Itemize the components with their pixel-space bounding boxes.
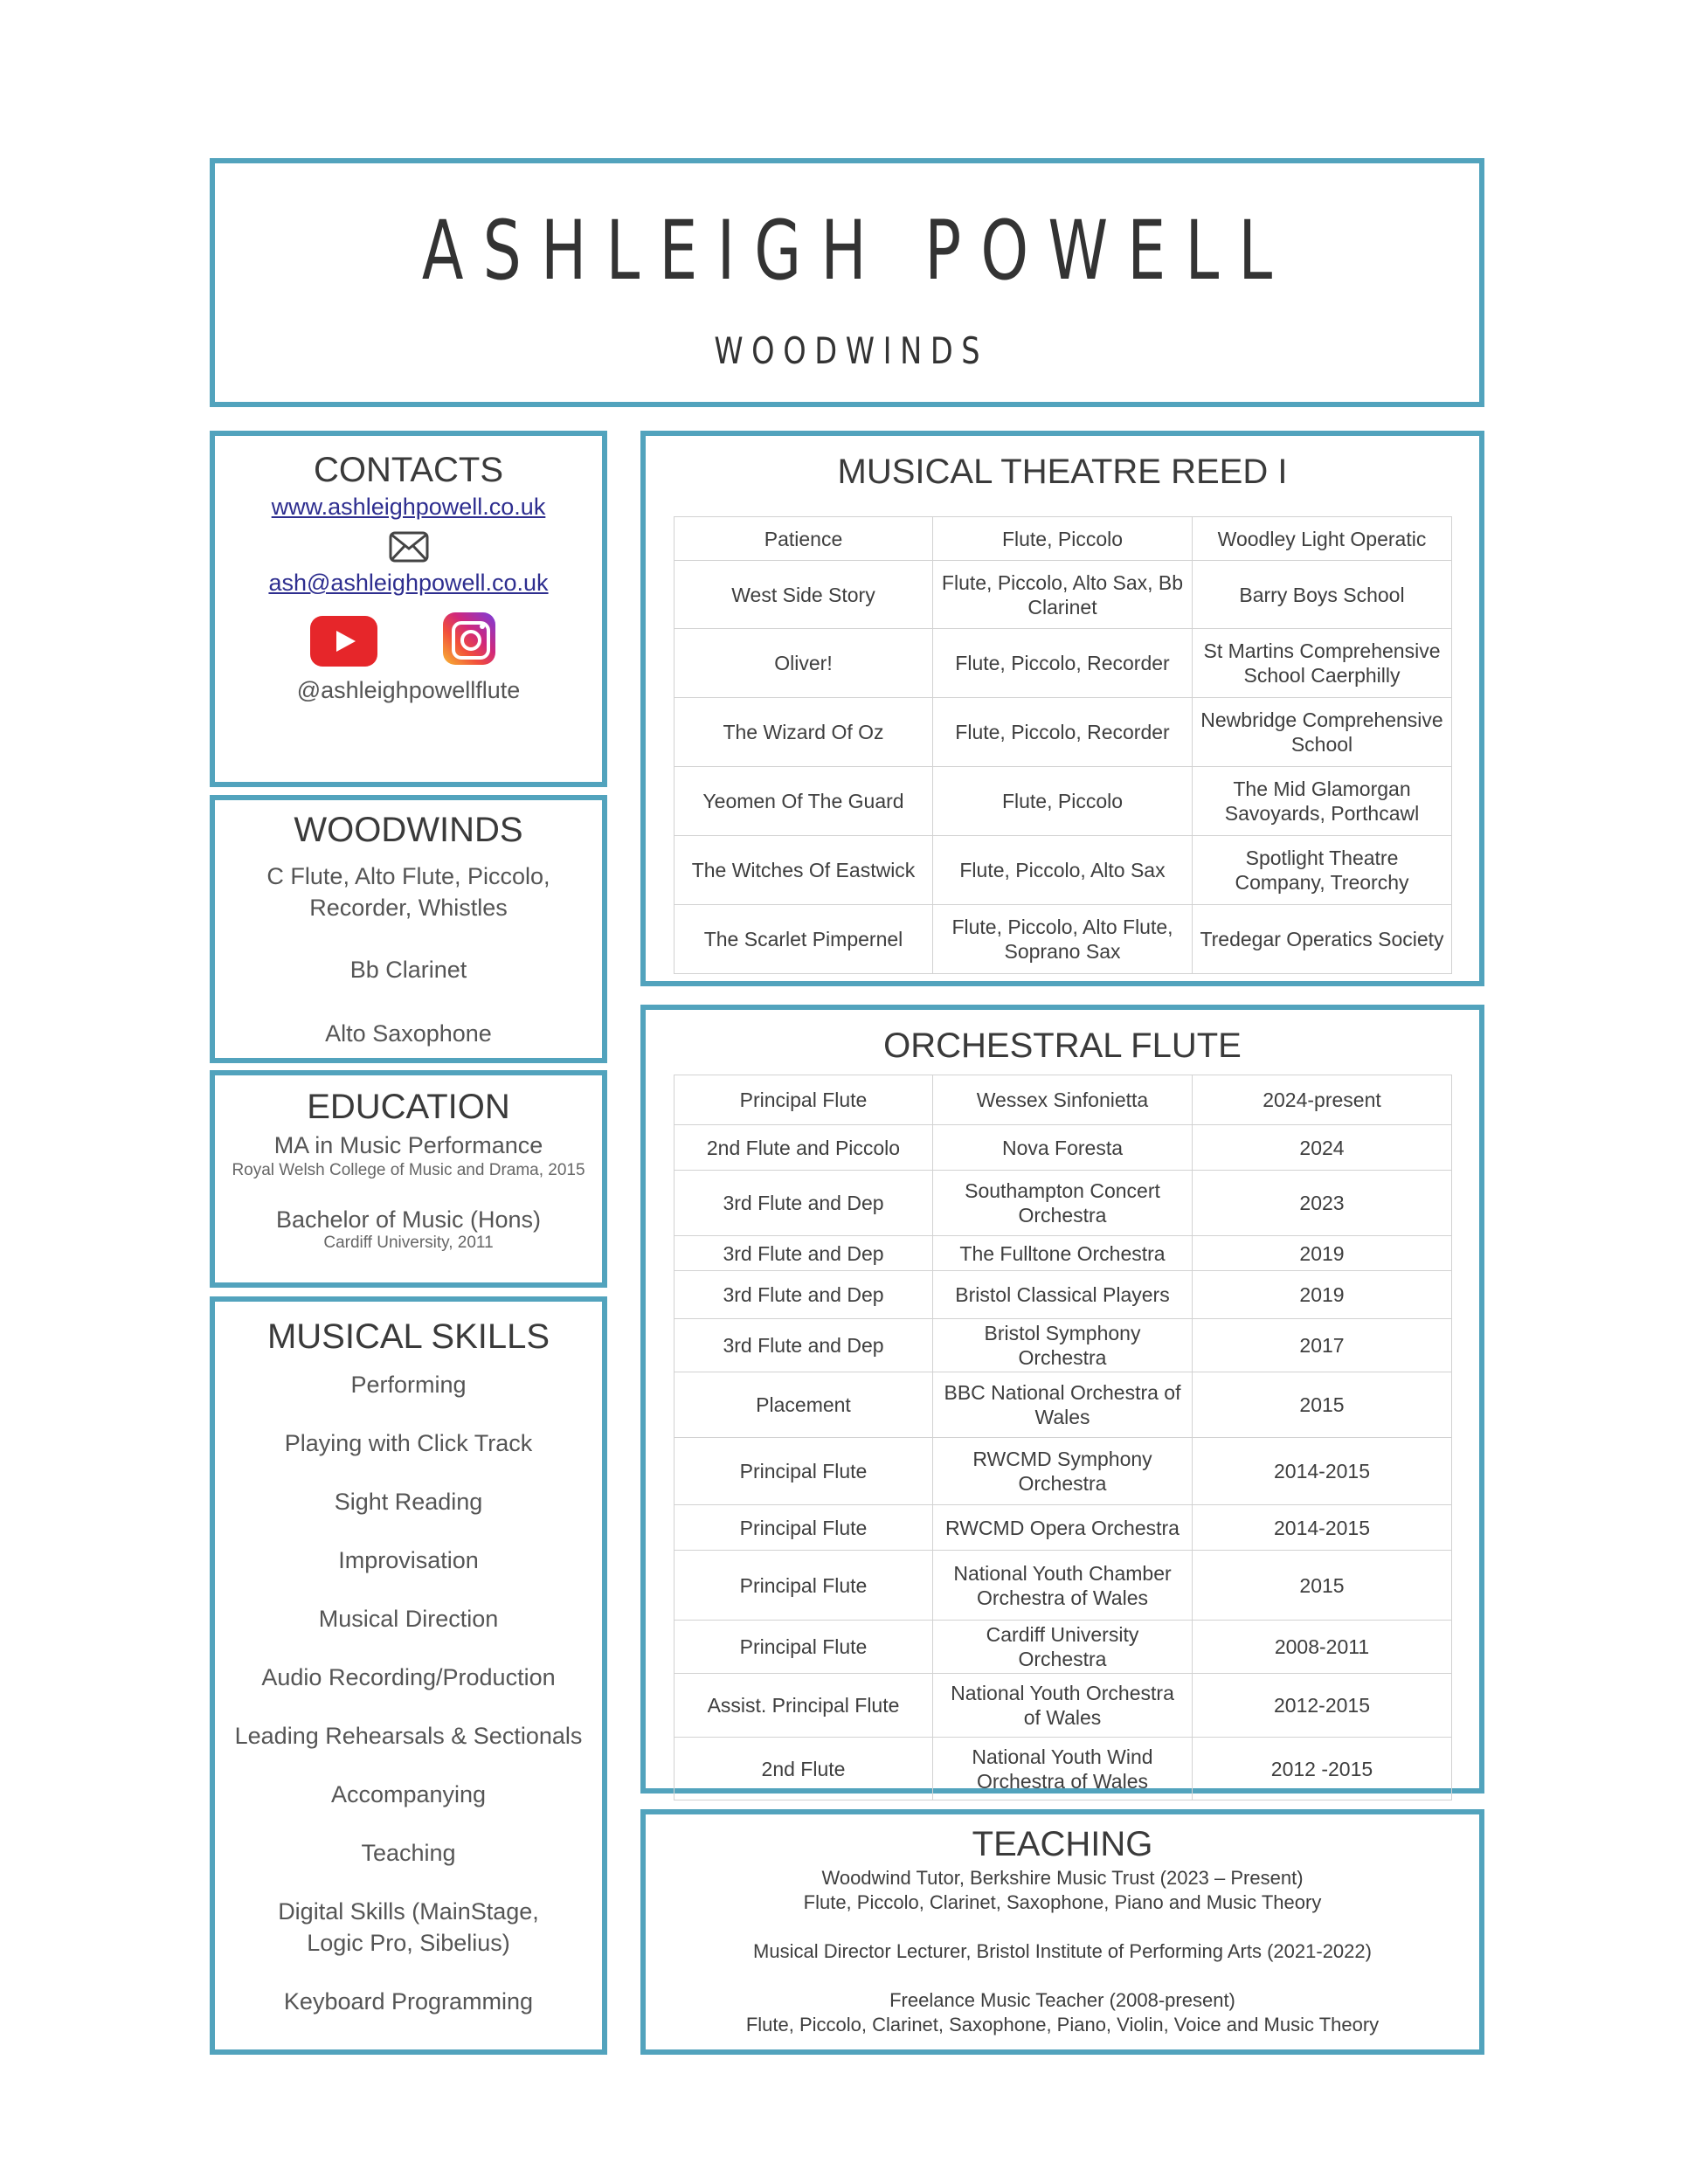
year-cell: 2015	[1193, 1372, 1452, 1438]
skill-item: Accompanying	[330, 1781, 487, 1807]
year-cell: 2012 -2015	[1193, 1738, 1452, 1800]
year-cell: 2019	[1193, 1236, 1452, 1271]
position-cell: 2nd Flute	[675, 1738, 933, 1800]
table-row	[675, 517, 1452, 561]
teaching-box	[640, 1809, 1484, 2055]
header-box	[210, 158, 1484, 407]
year-cell: 2019	[1193, 1271, 1452, 1319]
social-links	[215, 616, 602, 677]
position-cell: Principal Flute	[675, 1505, 933, 1551]
contacts-box	[210, 431, 607, 787]
company-cell: Tredegar Operatics Society	[1193, 905, 1452, 974]
teaching-line: Musical Director Lecturer, Bristol Institute of Performing Arts (2021-2022)	[753, 1940, 1372, 1962]
position-cell: Principal Flute	[675, 1438, 933, 1505]
company-cell: Woodley Light Operatic	[1193, 517, 1452, 561]
instruments-cell: Flute, Piccolo, Recorder	[933, 698, 1193, 767]
orchestra-cell: The Fulltone Orchestra	[933, 1236, 1193, 1271]
musical-skills-box	[210, 1296, 607, 2055]
show-cell: The Scarlet Pimpernel	[675, 905, 933, 974]
skill-item: Keyboard Programming	[283, 1988, 534, 2015]
show-cell: The Wizard Of Oz	[675, 698, 933, 767]
orchestra-cell: RWCMD Opera Orchestra	[933, 1505, 1193, 1551]
year-cell: 2017	[1193, 1319, 1452, 1372]
company-cell: Spotlight Theatre Company, Treorchy	[1193, 836, 1452, 905]
table-row	[675, 1125, 1452, 1171]
education-detail: Cardiff University, 2011	[323, 1234, 494, 1252]
instruments-cell: Flute, Piccolo, Alto Flute, Soprano Sax	[933, 905, 1193, 974]
orchestra-cell: National Youth Orchestra of Wales	[933, 1674, 1193, 1738]
table-row	[675, 1674, 1452, 1738]
table-row	[675, 1372, 1452, 1438]
show-cell: The Witches Of Eastwick	[675, 836, 933, 905]
table-row	[675, 1319, 1452, 1372]
instruments-cell: Flute, Piccolo, Alto Sax, Bb Clarinet	[933, 561, 1193, 629]
show-cell: Patience	[675, 517, 933, 561]
teaching-line: Flute, Piccolo, Clarinet, Saxophone, Piano and Music Theory	[803, 1891, 1322, 1913]
table-row	[675, 1738, 1452, 1800]
musical-theatre-table	[674, 516, 1452, 974]
orchestra-cell: Bristol Symphony Orchestra	[933, 1319, 1193, 1372]
education-degree: MA in Music Performance	[273, 1132, 543, 1158]
instruments-cell: Flute, Piccolo	[933, 767, 1193, 836]
position-cell: Placement	[675, 1372, 933, 1438]
year-cell: 2015	[1193, 1551, 1452, 1621]
social-handle: @ashleighpowellflute	[296, 677, 521, 703]
position-cell: 2nd Flute and Piccolo	[675, 1125, 933, 1171]
orchestra-cell: RWCMD Symphony Orchestra	[933, 1438, 1193, 1505]
skill-item: Digital Skills (MainStage, Logic Pro, Sibelius)	[278, 1898, 539, 1956]
orchestral-flute-box	[640, 1005, 1484, 1794]
skill-item: Sight Reading	[334, 1489, 483, 1515]
skills-title: MUSICAL SKILLS	[266, 1317, 550, 1356]
education-detail: Royal Welsh College of Music and Drama, 2015	[232, 1161, 585, 1179]
position-cell: 3rd Flute and Dep	[675, 1319, 933, 1372]
teaching-line: Freelance Music Teacher (2008-present)	[889, 1989, 1235, 2011]
email-link[interactable]: ash@ashleighpowell.co.uk	[268, 570, 549, 596]
company-cell: Barry Boys School	[1193, 561, 1452, 629]
instruments-cell: Flute, Piccolo	[933, 517, 1193, 561]
education-box	[210, 1070, 607, 1288]
woodwinds-box	[210, 795, 607, 1063]
table-row	[675, 1621, 1452, 1674]
company-cell: St Martins Comprehensive School Caerphilly	[1193, 629, 1452, 698]
table-row	[675, 1551, 1452, 1621]
position-cell: 3rd Flute and Dep	[675, 1271, 933, 1319]
table-row	[675, 1236, 1452, 1271]
table-row	[675, 629, 1452, 698]
woodwind-item: Alto Saxophone	[325, 1020, 492, 1047]
orchestra-cell: National Youth Chamber Orchestra of Wales	[933, 1551, 1193, 1621]
year-cell: 2014-2015	[1193, 1438, 1452, 1505]
position-cell: 3rd Flute and Dep	[675, 1171, 933, 1236]
woodwind-item: Bb Clarinet	[349, 957, 467, 983]
teaching-line: Woodwind Tutor, Berkshire Music Trust (2023 – Present)	[821, 1867, 1304, 1889]
position-cell: Principal Flute	[675, 1075, 933, 1125]
orchestra-cell: BBC National Orchestra of Wales	[933, 1372, 1193, 1438]
website-link[interactable]: www.ashleighpowell.co.uk	[271, 494, 546, 520]
orchestral-title: ORCHESTRAL FLUTE	[883, 1026, 1242, 1065]
instruments-cell: Flute, Piccolo, Recorder	[933, 629, 1193, 698]
skill-item: Improvisation	[338, 1547, 479, 1573]
year-cell: 2023	[1193, 1171, 1452, 1236]
skill-item: Teaching	[361, 1840, 456, 1866]
instagram-icon[interactable]	[443, 612, 495, 665]
teaching-title: TEACHING	[972, 1825, 1153, 1863]
page-title: ASHLEIGH POWELL	[421, 204, 1292, 299]
orchestra-cell: Cardiff University Orchestra	[933, 1621, 1193, 1674]
company-cell: The Mid Glamorgan Savoyards, Porthcawl	[1193, 767, 1452, 836]
year-cell: 2024	[1193, 1125, 1452, 1171]
table-row	[675, 1505, 1452, 1551]
musical-theatre-title: MUSICAL THEATRE REED I	[837, 453, 1288, 491]
year-cell: 2014-2015	[1193, 1505, 1452, 1551]
page-subtitle: WOODWINDS	[714, 329, 989, 372]
table-row	[675, 1171, 1452, 1236]
position-cell: 3rd Flute and Dep	[675, 1236, 933, 1271]
company-cell: Newbridge Comprehensive School	[1193, 698, 1452, 767]
orchestra-cell: Southampton Concert Orchestra	[933, 1171, 1193, 1236]
position-cell: Principal Flute	[675, 1621, 933, 1674]
orchestra-cell: National Youth Wind Orchestra of Wales	[933, 1738, 1193, 1800]
table-row	[675, 1438, 1452, 1505]
contacts-title: CONTACTS	[313, 451, 504, 489]
teaching-line: Flute, Piccolo, Clarinet, Saxophone, Piano, Violin, Voice and Music Theory	[745, 2014, 1380, 2035]
envelope-icon[interactable]	[389, 531, 429, 563]
woodwind-item: C Flute, Alto Flute, Piccolo, Recorder, Whistles	[266, 863, 550, 921]
instruments-cell: Flute, Piccolo, Alto Sax	[933, 836, 1193, 905]
woodwinds-title: WOODWINDS	[294, 811, 523, 849]
show-cell: Yeomen Of The Guard	[675, 767, 933, 836]
position-cell: Assist. Principal Flute	[675, 1674, 933, 1738]
education-title: EDUCATION	[307, 1088, 510, 1126]
show-cell: West Side Story	[675, 561, 933, 629]
table-row	[675, 1075, 1452, 1125]
table-row	[675, 1271, 1452, 1319]
skill-item: Audio Recording/Production	[261, 1664, 556, 1690]
position-cell: Principal Flute	[675, 1551, 933, 1621]
education-degree: Bachelor of Music (Hons)	[275, 1206, 542, 1233]
year-cell: 2008-2011	[1193, 1621, 1452, 1674]
skill-item: Musical Direction	[318, 1606, 499, 1632]
table-row	[675, 836, 1452, 905]
table-row	[675, 767, 1452, 836]
musical-theatre-box	[640, 431, 1484, 986]
skill-item: Playing with Click Track	[284, 1430, 533, 1456]
skill-item: Performing	[350, 1372, 467, 1398]
year-cell: 2024-present	[1193, 1075, 1452, 1125]
orchestra-cell: Bristol Classical Players	[933, 1271, 1193, 1319]
table-row	[675, 698, 1452, 767]
skill-item: Leading Rehearsals & Sectionals	[234, 1723, 583, 1749]
youtube-icon[interactable]	[310, 616, 377, 667]
orchestra-cell: Nova Foresta	[933, 1125, 1193, 1171]
orchestral-table	[674, 1075, 1452, 1800]
orchestra-cell: Wessex Sinfonietta	[933, 1075, 1193, 1125]
table-row	[675, 905, 1452, 974]
show-cell: Oliver!	[675, 629, 933, 698]
year-cell: 2012-2015	[1193, 1674, 1452, 1738]
table-row	[675, 561, 1452, 629]
